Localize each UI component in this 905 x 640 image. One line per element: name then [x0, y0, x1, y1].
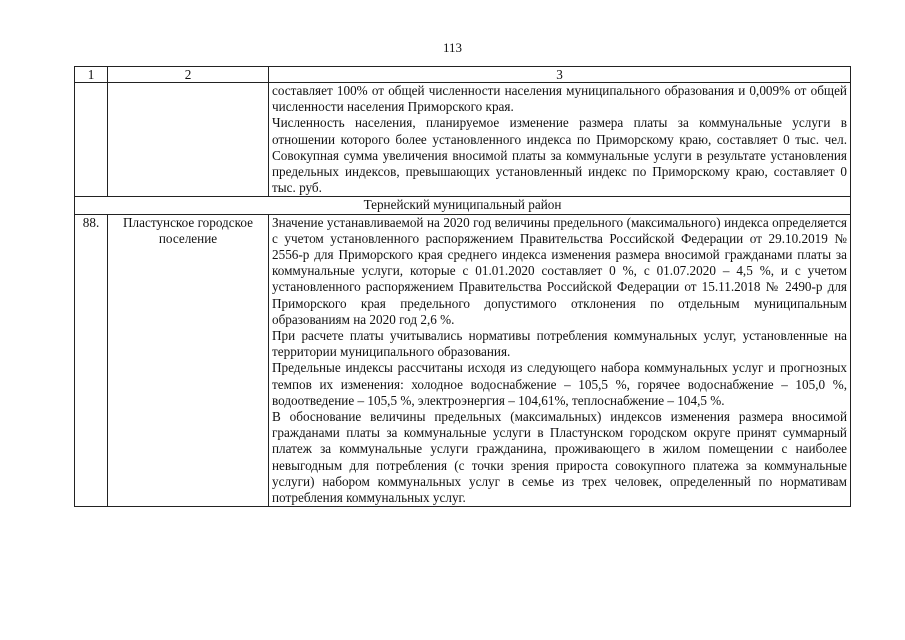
continuation-row — [75, 83, 851, 197]
paragraph: составляет 100% от общей численности населения муниципального образования и 0,009% от общей численности населения Приморского края. — [272, 83, 847, 115]
section-title: Тернейский муниципальный район — [75, 197, 851, 214]
continuation-number-cell — [75, 83, 108, 197]
table-row — [75, 214, 851, 507]
paragraph: При расчете платы учитывались нормативы потребления коммунальных услуг, установленные на территории муниципального образования. — [272, 328, 847, 360]
paragraph: Значение устанавливаемой на 2020 год величины предельного (максимального) индекса определяется с учетом установленного распоряжением Правительства Российской Федерации от 29.10.2019 № 2556-р для Приморского края среднего индекса изменения размера вносимой гражданами платы за коммунальные услуги, которые с 01.01.2020 составляет 0 %, с 01.07.2020 – 4,5 %, и с учетом установленного распоряжением Правительства Российской Федерации от 15.11.2018 № 2490-р для Приморского края предельного допустимого отклонения по отдельным муниципальным образованиям на 2020 год 2,6 %. — [272, 214, 847, 327]
column-header-3: 3 — [269, 67, 851, 83]
continuation-name-cell — [108, 83, 269, 197]
column-header-1: 1 — [75, 67, 108, 83]
paragraph: Предельные индексы рассчитаны исходя из следующего набора коммунальных услуг и прогнозных темпов их изменения: холодное водоснабжение – 105,5 %, горячее водоснабжение – 105,0 %, водоотведение – 105,5 %, электроэнергия – 104,61%, теплоснабжение – 104,5 %. — [272, 360, 847, 408]
row-number: 88. — [75, 214, 108, 507]
header-row — [75, 67, 851, 83]
municipality-name: Пластунское городское поселение — [108, 214, 269, 507]
page-number: 113 — [442, 40, 463, 55]
index-table — [74, 66, 851, 507]
section-row — [75, 197, 851, 214]
paragraph: Численность населения, планируемое изменение размера платы за коммунальные услуги в отношении которого более установленного индекса по Приморскому краю, составляет 0 тыс. чел. Совокупная сумма увеличения вносимой платы за коммунальные услуги в результате установления предельных индексов, превышающих установленный индекс по Приморскому краю, составляет 0 тыс. руб. — [272, 115, 847, 196]
continuation-text-cell — [269, 83, 851, 197]
column-header-2: 2 — [108, 67, 269, 83]
description-cell — [269, 214, 851, 507]
paragraph: В обоснование величины предельных (максимальных) индексов изменения размера вносимой гражданами платы за коммунальные услуги в Пластунском городском округе принят суммарный платеж за коммунальные услуги гражданина, проживающего в жилом помещении с наиболее невыгодным для потребления (с точки зрения прироста совокупного платежа за коммунальные услуги) набором коммунальных услуг в семье из трех человек, определенный по нормативам потребления коммунальных услуг. — [272, 409, 847, 506]
